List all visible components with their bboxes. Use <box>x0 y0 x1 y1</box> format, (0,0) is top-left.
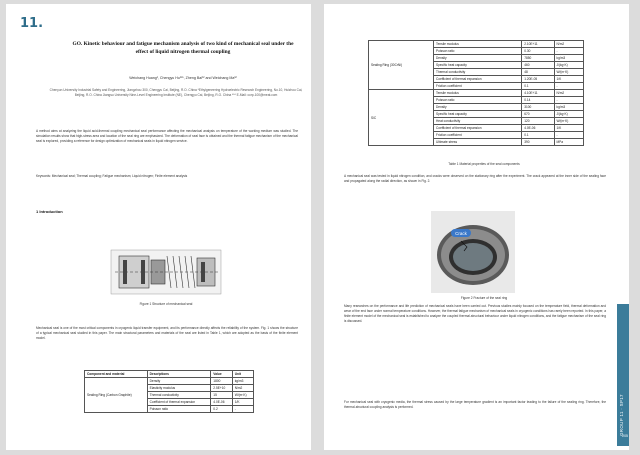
abstract: A method aims at analyzing the liquid acid-thermal coupling mechanical seal performance affecting the mechanical analysis on temperature of the working medium was studied. The simulation results show that high-stress area and location of the seal ring are emphasized. The deformation of seal face is obtained and the thermal fatigue mechanism of the mechanical seal is explored, providing a reference for design optimization of mechanical seals in liquid nitrogen service. <box>36 129 298 143</box>
table-cell: 0.2 <box>211 406 232 413</box>
table-cell: 1/K <box>232 399 253 406</box>
table-cell: 3100 <box>522 104 554 111</box>
table-cell: Thermal conductivity <box>147 392 211 399</box>
table-cell: Density <box>434 55 522 62</box>
table-row <box>369 90 584 97</box>
table-cell: Thermal conductivity <box>434 69 522 76</box>
table-cell: 2.5E+10 <box>211 385 232 392</box>
table-cell: Coefficient of thermal expansion <box>147 399 211 406</box>
table-header: Descriptions <box>147 371 211 378</box>
table-cell: 2.10E+11 <box>522 41 554 48</box>
table-cell: W/(m·K) <box>554 118 584 125</box>
table-cell: 1800 <box>211 378 232 385</box>
table-cell: kg/m3 <box>554 104 584 111</box>
table-group-label: Sealing Ring (Carbon Graphite) <box>85 378 148 413</box>
right-page <box>324 4 629 450</box>
table-cell: - <box>554 48 584 55</box>
body-paragraph: Mechanical seal is one of the most critical components in cryogenic liquid transfer equipment, and its performance directly affects the reliability of the system. Fig. 1 shows the structure of a typical mechanical seal studied in this paper. The main structural parameters and materials of the seal are listed in Table 1, which are adopted as the basis of the finite element model. <box>36 326 298 340</box>
page-number: 205 <box>622 434 628 438</box>
table-cell: N/m2 <box>554 41 584 48</box>
table-cell: 0.1 <box>522 132 554 139</box>
table-row <box>369 41 584 48</box>
side-tab <box>617 304 629 446</box>
table-cell: 1/K <box>554 125 584 132</box>
table-cell: 4.10E+11 <box>522 90 554 97</box>
table-cell: N/m2 <box>232 385 253 392</box>
table-cell: 1.20E-05 <box>522 76 554 83</box>
table-cell: 48 <box>522 69 554 76</box>
table-header: Component and material <box>85 371 148 378</box>
crack-label: Crack <box>455 231 467 236</box>
author-list: Weichang Huang¹, Chengyu Hu¹²*, Zheng Bai¹² and Weichang Ma¹² <box>129 76 237 80</box>
table-cell: 120 <box>522 118 554 125</box>
figure-1-caption: Figure 1 Structure of mechanical seal <box>139 302 193 306</box>
body-paragraph: For mechanical seal with cryogenic media, the thermal stress caused by the large temperature gradient is an important factor leading to the failure of the sealing ring. Therefore, the thermal-structural coupling analysis is performed. <box>344 400 606 409</box>
table-cell: 0.14 <box>522 97 554 104</box>
body-paragraph: A mechanical seal was tested in liquid nitrogen condition, and cracks were observed on the stationary ring after the experiment. The crack appeared at the inner side of the sealing face and propagated along the radial direction, as shown in Fig. 2. <box>344 174 606 183</box>
table-cell: 4.0E-06 <box>211 399 232 406</box>
table-cell: Coefficient of thermal expansion <box>434 125 522 132</box>
table-cell: 4.0E-06 <box>522 125 554 132</box>
table-cell: Density <box>434 104 522 111</box>
table-cell: Specific heat capacity <box>434 111 522 118</box>
table-cell: Tensile modulus <box>434 90 522 97</box>
table-cell: 460 <box>522 62 554 69</box>
table-cell: Poisson ratio <box>434 97 522 104</box>
table-cell: 670 <box>522 111 554 118</box>
side-tab-label: GROUP 11 · SP17 <box>619 394 624 436</box>
body-paragraph: Many researches on the performance and life prediction of mechanical seals have been carried out. Previous studies mainly focused on the temperature field, thermal deformation and wear of the end face under normal temperature conditions. However, the thermal fatigue mechanism of mechanical seals in cryogenic conditions has rarely been reported. In this paper, a finite element model of the mechanical seal is established to analyze the coupled thermal-structural behaviour under liquid nitrogen conditions, and the fatigue mechanism of the seal ring is discussed. <box>344 304 606 323</box>
table-header: Unit <box>232 371 253 378</box>
table-cell: 1/K <box>554 76 584 83</box>
table-cell: - <box>232 406 253 413</box>
table-cell: 0.30 <box>522 48 554 55</box>
paper-title: GO. Kinetic behaviour and fatigue mechanism analysis of two kind of mechanical seal under the effect of liquid nitrogen thermal coupling <box>72 41 294 55</box>
table-cell: W/(m·K) <box>232 392 253 399</box>
section-heading: 1 Introduction <box>36 209 63 214</box>
table-cell: Poisson ratio <box>147 406 211 413</box>
table-cell: - <box>554 83 584 90</box>
table-cell: MPa <box>554 139 584 146</box>
table-row <box>85 378 254 385</box>
table-caption: Table 1 Material properties of the seal components <box>448 162 520 166</box>
table-cell: N/m2 <box>554 90 584 97</box>
cracked-seal-photo <box>431 211 515 293</box>
table-cell: J/(kg·K) <box>554 62 584 69</box>
table-cell: - <box>554 97 584 104</box>
seal-structure-figure <box>101 242 231 302</box>
table-cell: Tensile modulus <box>434 41 522 48</box>
figure-2-caption: Figure 2 Fracture of the seal ring <box>460 296 508 300</box>
table-cell: Friction coefficient <box>434 132 522 139</box>
table-group-label: Sealing Ring (30CrNi) <box>369 41 434 90</box>
table-cell: J/(kg·K) <box>554 111 584 118</box>
table-cell: - <box>554 132 584 139</box>
table-cell: Specific heat capacity <box>434 62 522 69</box>
table-cell: Ultimate stress <box>434 139 522 146</box>
table-header-row <box>85 371 254 378</box>
table-cell: Friction coefficient <box>434 83 522 90</box>
table-cell: W/(m·K) <box>554 69 584 76</box>
table-cell: 15 <box>211 392 232 399</box>
table-cell: Coefficient of thermal expansion <box>434 76 522 83</box>
table-cell: Density <box>147 378 211 385</box>
left-page <box>6 4 311 450</box>
table-cell: kg/m3 <box>554 55 584 62</box>
table-cell: Elasticity modulus <box>147 385 211 392</box>
table-group-label: SiC <box>369 90 434 146</box>
table-cell: kg/m3 <box>232 378 253 385</box>
affiliations: Chenyun University Industrial Safety and Engineering, Jiangzhou 300, Chengyu Cai, Beijing, R.O. China *Ethylgeneering Hydroelectric Research Engineering, No.10, Huizhou Cai, Beijing, R.O. China Jiangsu University Nine-Level Engineering Institute (NE), Chengyu Cai, Beijing, R.O. China *** E-Mail: corp-100@meat.com <box>49 88 303 97</box>
table-cell: Heat conductivity <box>434 118 522 125</box>
material-table-1 <box>84 370 254 413</box>
table-header: Value <box>211 371 232 378</box>
table-cell: Poisson ratio <box>434 48 522 55</box>
keywords: Keywords: Mechanical seal; Thermal coupling; Fatigue mechanism; Liquid nitrogen; Finite element analysis <box>36 174 188 178</box>
table-cell: 390 <box>522 139 554 146</box>
material-table-2 <box>368 40 584 146</box>
table-cell: 7850 <box>522 55 554 62</box>
page-number: 11. <box>20 16 44 31</box>
table-cell: 0.1 <box>522 83 554 90</box>
